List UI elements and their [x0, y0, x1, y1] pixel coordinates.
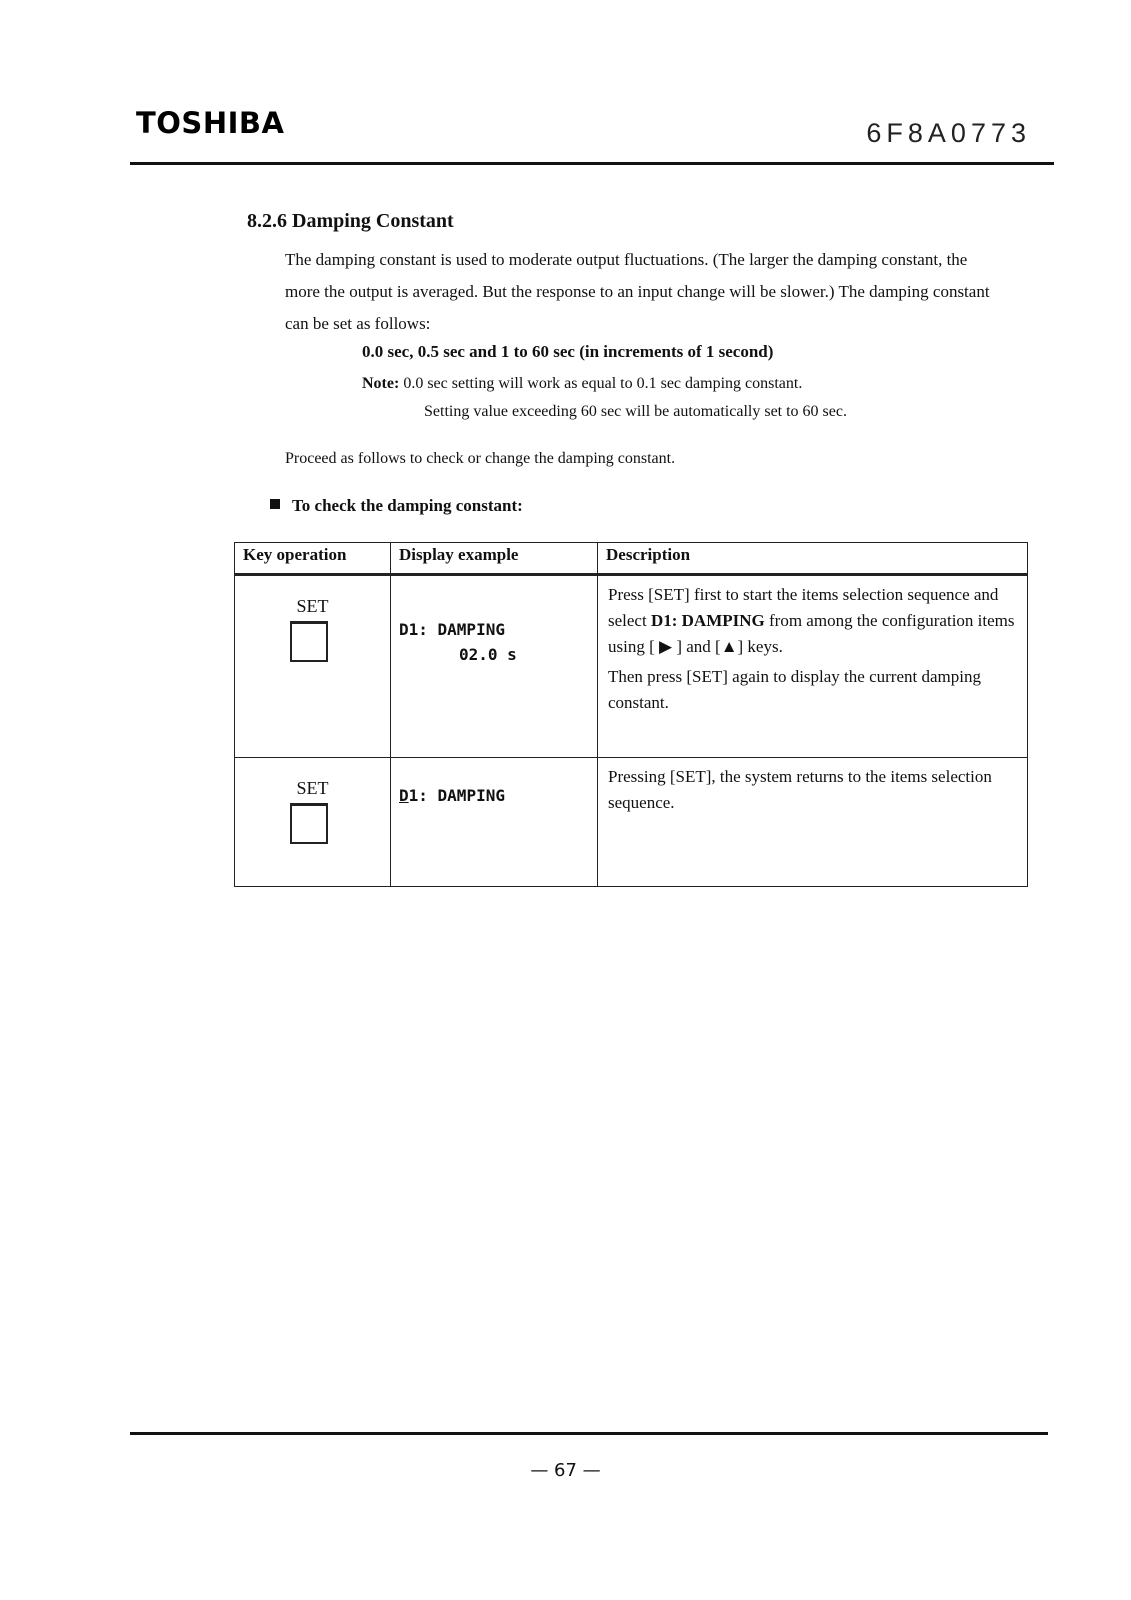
key-operation-table [234, 542, 1028, 887]
proceed-text: Proceed as follows to check or change the damping constant. [285, 450, 676, 467]
display-line-2: 02.0 s [459, 645, 517, 664]
description-paragraph-2: Then press [SET] again to display the current damping constant. [608, 667, 981, 712]
table-row [235, 575, 1028, 758]
note-line-1 [362, 375, 802, 393]
display-line-1: D1: DAMPING [399, 620, 505, 639]
description-text-b: from among the configuration items using [ ▶ ] and [▲] keys. [608, 611, 1015, 656]
key-cell [235, 575, 391, 758]
section-title: 8.2.6 Damping Constant [247, 210, 454, 232]
note-line-2: Setting value exceeding 60 sec will be automatically set to 60 sec. [424, 403, 847, 420]
display-cell [391, 575, 598, 758]
description-cell [598, 758, 1028, 887]
note-label: Note: [362, 375, 400, 392]
key-cell [235, 758, 391, 887]
brand-logo-text: TOSHIBA [136, 106, 285, 140]
page-number: — 67 — [530, 1460, 601, 1481]
check-heading-text: To check the damping constant: [292, 496, 523, 515]
description-paragraph: Pressing [SET], the system returns to the items selection sequence. [608, 767, 992, 812]
display-cell [391, 758, 598, 887]
table-row [235, 758, 1028, 887]
set-key-icon [290, 621, 328, 662]
set-key-icon [290, 803, 328, 844]
note-text-1: 0.0 sec setting will work as equal to 0.1 sec damping constant. [403, 375, 803, 392]
description-text-a: Press [SET] first to start the items selection sequence and select [608, 585, 999, 630]
description-bold: D1: DAMPING [650, 611, 765, 630]
set-key-label: SET [296, 596, 329, 616]
display-line-1: 1: DAMPING [408, 786, 505, 805]
table-header-row [235, 543, 1028, 575]
square-bullet-icon [270, 499, 280, 509]
damping-range: 0.0 sec, 0.5 sec and 1 to 60 sec (in increments of 1 second) [362, 342, 774, 361]
description-paragraph [608, 582, 1019, 660]
header-description: Description [598, 543, 1028, 575]
footer-rule [130, 1432, 1048, 1435]
check-heading [270, 496, 523, 516]
header-rule [130, 162, 1054, 165]
description-cell [598, 575, 1028, 758]
header-display-example: Display example [391, 543, 598, 575]
set-key-label: SET [296, 778, 329, 798]
intro-paragraph: The damping constant is used to moderate output fluctuations. (The larger the damping constant, the more the output is averaged. But the response to an input change will be slower.) The damping constant can be set as follows: [285, 250, 990, 333]
document-number: 6F8A0773 [866, 118, 1031, 148]
header-key-operation: Key operation [235, 543, 391, 575]
display-cursor-char: D [399, 786, 409, 805]
